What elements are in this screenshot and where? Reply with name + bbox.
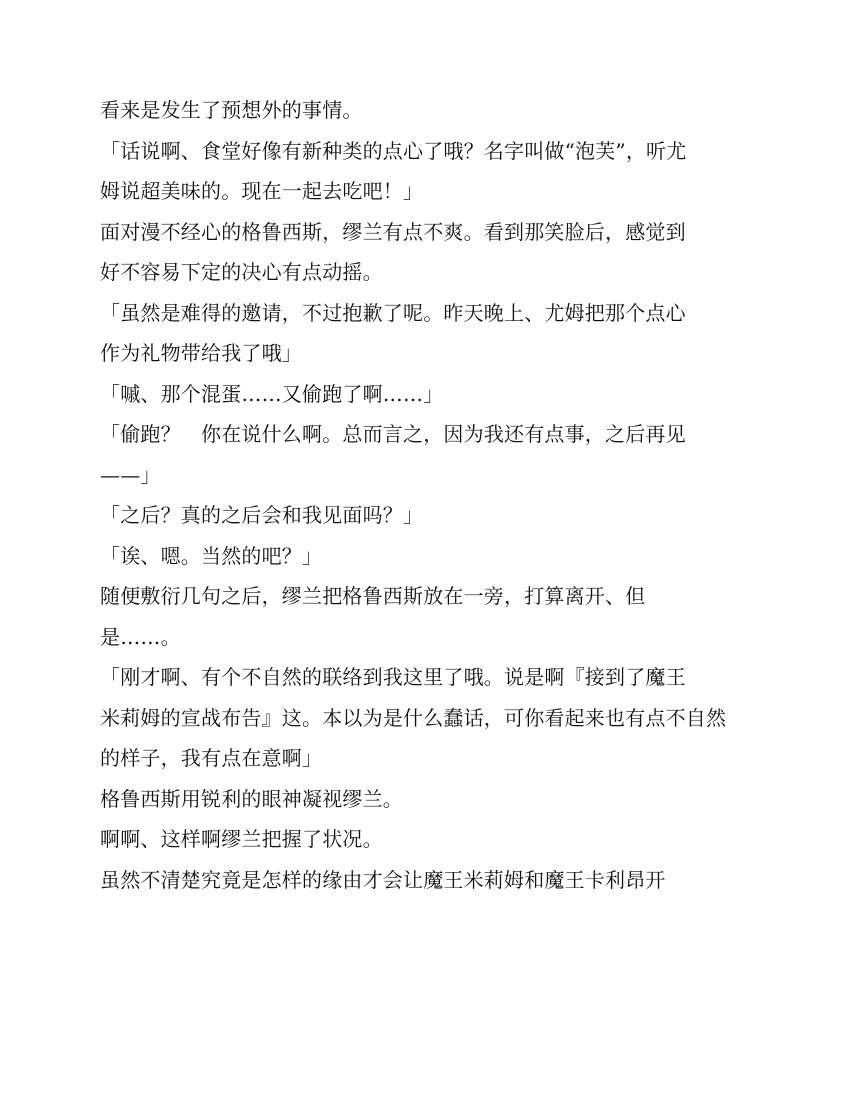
- text-line: 的样子，我有点在意啊」: [100, 746, 323, 770]
- text-line: ——」: [100, 462, 161, 487]
- text-line: 「刚才啊、有个不自然的联络到我这里了哦。说是啊『接到了魔王: [100, 665, 686, 689]
- text-line: 啊啊、这样啊缪兰把握了状况。: [100, 827, 383, 851]
- text-line: 虽然不清楚究竟是怎样的缘由才会让魔王米莉姆和魔王卡利昂开: [100, 867, 666, 892]
- text-line: 好不容易下定的决心有点动摇。: [100, 260, 383, 284]
- text-line: 「诶、嗯。当然的吧？」: [100, 543, 323, 568]
- text-line: 「虽然是难得的邀请，不过抱歉了呢。昨天晚上、尤姆把那个点心: [100, 300, 686, 325]
- text-line: 「偷跑？ 你在说什么啊。总而言之，因为我还有点事，之后再见: [100, 422, 686, 446]
- text-line: 米莉姆的宣战布告』这。本以为是什么蠢话，可你看起来也有点不自然: [100, 705, 727, 730]
- text-line: 随便敷衍几句之后，缪兰把格鲁西斯放在一旁，打算离开、但: [100, 584, 646, 608]
- text-line: 姆说超美味的。现在一起去吃吧！」: [100, 179, 424, 203]
- text-line: 作为礼物带给我了哦」: [100, 341, 302, 365]
- body-text: [100, 90, 760, 900]
- text-line: 面对漫不经心的格鲁西斯，缪兰有点不爽。看到那笑脸后，感觉到: [100, 219, 686, 244]
- text-line: 是……。: [100, 624, 181, 649]
- text-line: 格鲁西斯用锐利的眼神凝视缪兰。: [100, 786, 403, 811]
- text-line: 「嘁、那个混蛋……又偷跑了啊……」: [100, 381, 444, 406]
- text-line: 看来是发生了预想外的事情。: [100, 98, 363, 122]
- text-line: 「话说啊、食堂好像有新种类的点心了哦？名字叫做“泡芙”，听尤: [100, 138, 687, 163]
- text-line: 「之后？真的之后会和我见面吗？」: [100, 503, 424, 527]
